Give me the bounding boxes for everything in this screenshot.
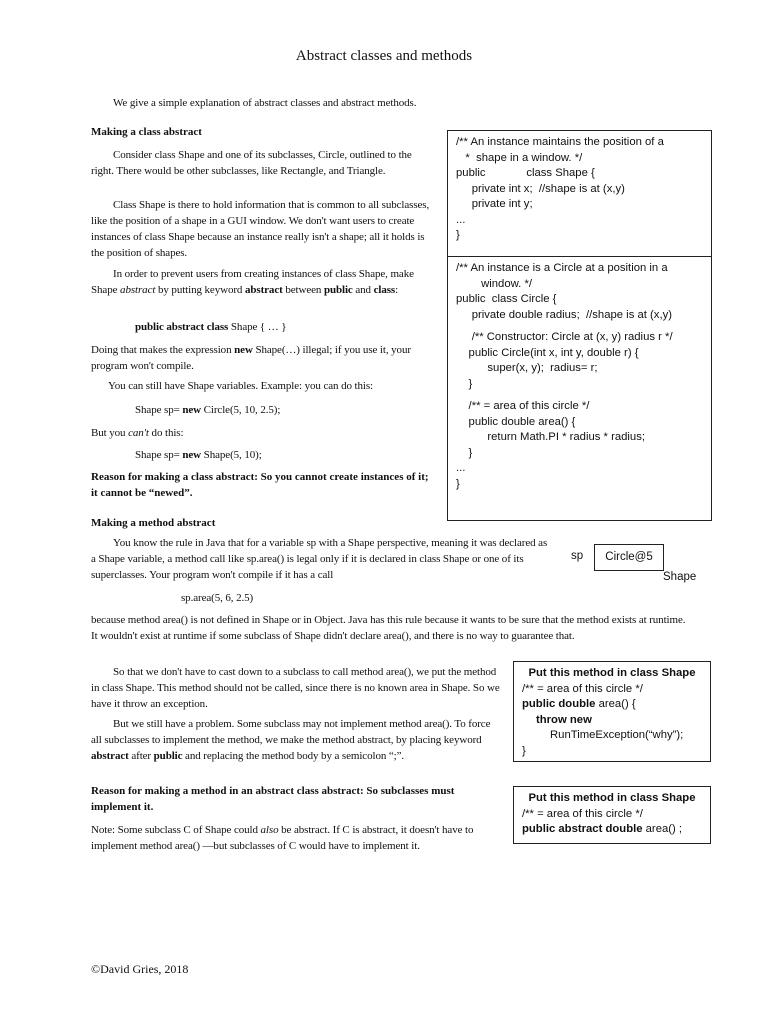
- code-line: [456, 392, 703, 399]
- method-box-abstract: [513, 786, 711, 844]
- code-line: ...: [456, 213, 466, 226]
- example-call: sp.area(5, 6, 2.5): [181, 592, 254, 604]
- code-line: public class Circle {: [456, 293, 557, 305]
- method-box-heading: Put this method in class Shape: [528, 667, 696, 679]
- code-line: private int x; //shape is at (x,y): [456, 182, 625, 195]
- method-signature: public double area() {: [522, 698, 636, 710]
- paragraph-java-rule: You know the rule in Java that for a variable sp with a Shape perspective, meaning it was declared as a Shape variable, a method call like sp.area() is legal only if it is declared in class Shape or one of its superclasses. Your program won't compile if it has a call: [91, 537, 548, 581]
- code-line: /** An instance maintains the position of a: [456, 136, 664, 148]
- code-line: super(x, y); radius= r;: [456, 362, 598, 374]
- reason-method-abstract: Reason for making a method in an abstract class abstract: So subclasses must implement it.: [91, 785, 455, 813]
- note-paragraph: Note: Some subclass C of Shape could also be abstract. If C is abstract, it doesn't have to implement method area() —but subclasses of C would have to implement it.: [91, 824, 474, 852]
- code-line: window. */: [456, 277, 532, 290]
- variable-type: Shape: [663, 571, 697, 583]
- code-line: [456, 323, 703, 330]
- code-line: }: [456, 477, 460, 490]
- variable-value-box: Circle@5: [594, 544, 664, 571]
- paragraph-shape-variables: You can still have Shape variables. Example: you can do this:: [108, 380, 373, 392]
- method-comment: /** = area of this circle */: [522, 807, 643, 820]
- page-title: Abstract classes and methods: [295, 48, 473, 64]
- paragraph-prevent-instances: In order to prevent users from creating instances of class Shape, make Shape abstract by putting keyword abstract between public and class:: [91, 268, 414, 296]
- example-illegal: Shape sp= new Shape(5, 10);: [135, 449, 262, 461]
- throw-keyword: throw new: [536, 713, 592, 726]
- paragraph-new-illegal: Doing that makes the expression new Shape(…) illegal; if you use it, your program won't compile.: [91, 344, 411, 372]
- code-line: private double radius; //shape is at (x,y): [456, 308, 672, 321]
- code-line: /** Constructor: Circle at (x, y) radius r */: [456, 331, 673, 343]
- code-line: public double area() {: [456, 415, 576, 428]
- circle-class-code-box: [447, 256, 712, 521]
- reason-class-abstract: Reason for making a class abstract: So you cannot create instances of it; it cannot be “newed”.: [91, 471, 429, 499]
- code-line: }: [456, 229, 460, 241]
- code-line: public Circle(int x, int y, double r) {: [456, 346, 639, 359]
- method-comment: /** = area of this circle */: [522, 682, 643, 695]
- section-heading-class-abstract: Making a class abstract: [91, 126, 202, 138]
- code-line: * shape in a window. */: [456, 151, 583, 164]
- paragraph-shape-purpose: Class Shape is there to hold information that is common to all subclasses, like the position of a shape in a GUI window. We don't want users to create instances of class Shape because an instance really isn't a shape; all it holds is the position of shapes.: [91, 199, 430, 259]
- shape-class-code-box: [447, 130, 712, 258]
- paragraph-area-not-defined: because method area() is not defined in Shape or in Object. Java has this rule because it wants to be sure that the method exists at runtime. It wouldn't exist at runtime if some subclass of Shape didn't declare area(), and there is no way to guarantee that.: [91, 614, 686, 642]
- code-line: public class Shape {: [456, 167, 595, 179]
- method-close: }: [522, 744, 526, 757]
- abstract-class-declaration: public abstract class Shape { … }: [135, 321, 287, 333]
- variable-name: sp: [571, 550, 584, 562]
- intro-paragraph: We give a simple explanation of abstract classes and abstract methods.: [113, 97, 417, 109]
- paragraph-shape-subclasses: Consider class Shape and one of its subclasses, Circle, outlined to the right. There would be other subclasses, like Rectangle, and Triangle.: [91, 149, 412, 177]
- code-line: private int y;: [456, 198, 533, 210]
- code-line: }: [456, 446, 473, 459]
- paragraph-still-problem: But we still have a problem. Some subclass may not implement method area(). To force all subclasses to implement the method, we make the method abstract, by placing keyword abstract after public and replacing the method body by a semicolon “;”.: [91, 718, 491, 762]
- example-legal: Shape sp= new Circle(5, 10, 2.5);: [135, 404, 281, 416]
- code-line: }: [456, 377, 473, 390]
- paragraph-put-in-shape: So that we don't have to cast down to a subclass to call method area(), we put the method in class Shape. This method should not be called, since there is no known area in Shape. So we have it throw an exception.: [91, 666, 500, 710]
- method-box-throw: [513, 661, 711, 762]
- paragraph-cannot: But you can't do this:: [91, 427, 184, 439]
- footer-copyright: ©David Gries, 2018: [91, 962, 189, 976]
- method-signature: public abstract double area() ;: [522, 823, 683, 835]
- exception-expression: RunTimeException(“why”);: [550, 729, 684, 741]
- method-box-heading: Put this method in class Shape: [528, 792, 696, 804]
- code-line: /** = area of this circle */: [456, 400, 590, 412]
- code-line: ...: [456, 462, 466, 474]
- section-heading-method-abstract: Making a method abstract: [91, 517, 216, 529]
- code-line: return Math.PI * radius * radius;: [456, 431, 645, 443]
- code-line: /** An instance is a Circle at a position in a: [456, 262, 668, 274]
